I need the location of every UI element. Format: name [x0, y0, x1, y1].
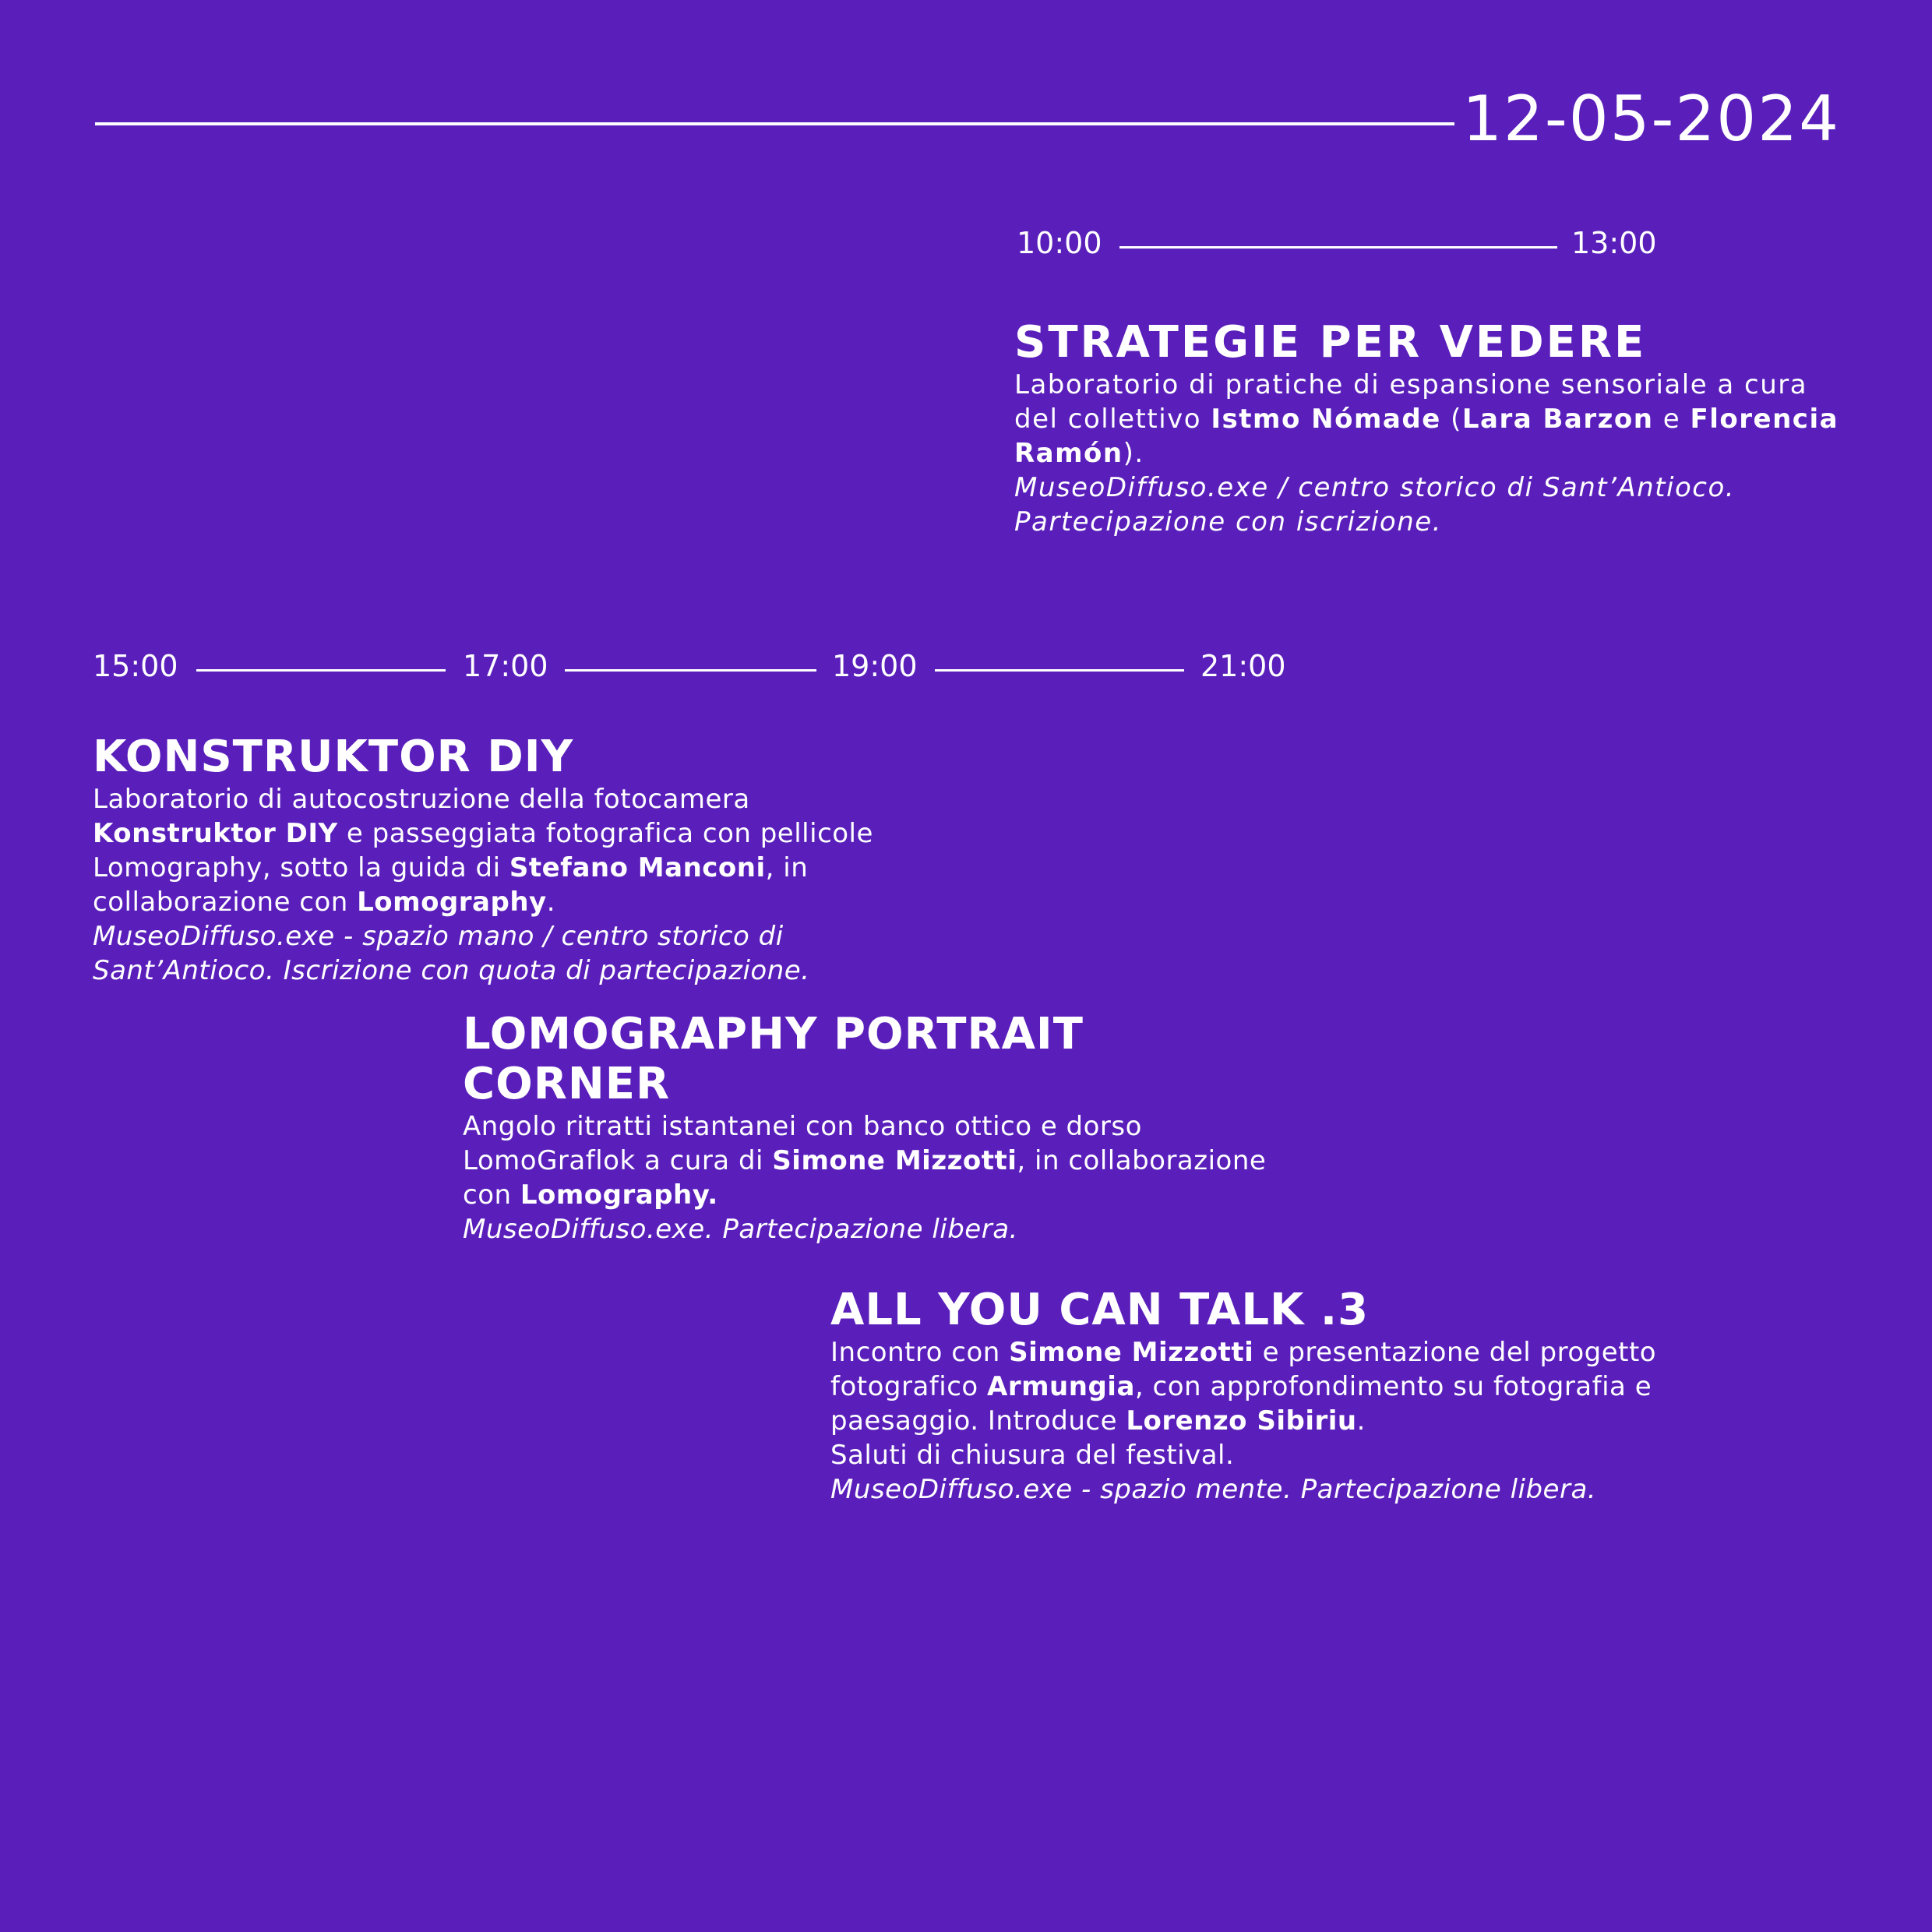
- description-text: e passeggiata fotografica con pellicole Lomography, sotto la guida di: [93, 818, 873, 883]
- highlighted-name: Armungia: [987, 1371, 1135, 1402]
- highlighted-name: Lomography.: [520, 1179, 718, 1211]
- event-location: MuseoDiffuso.exe - spazio mente. Partecipazione libera.: [830, 1474, 1597, 1505]
- event-description: [93, 782, 887, 919]
- event-description: [1014, 368, 1840, 471]
- highlighted-name: Lomography: [357, 887, 547, 918]
- time-start-morning: 10:00: [1017, 226, 1102, 260]
- event-title: STRATEGIE PER VEDERE: [1014, 317, 1647, 368]
- highlighted-name: Istmo Nómade: [1211, 404, 1441, 435]
- event-location: MuseoDiffuso.exe / centro storico di Sant’Antioco. Partecipazione con iscrizione.: [1014, 472, 1736, 538]
- event-location: MuseoDiffuso.exe. Partecipazione libera.: [463, 1214, 1018, 1245]
- highlighted-name: Stefano Manconi: [509, 852, 766, 883]
- time-1700: 17:00: [463, 649, 548, 683]
- highlighted-name: Lorenzo Sibiriu: [1126, 1405, 1357, 1437]
- event-all-you-can-talk: [830, 1285, 1680, 1507]
- time-1900: 19:00: [832, 649, 918, 683]
- timeline-segment-morning: [1119, 246, 1557, 249]
- description-text: Laboratorio di autocostruzione della fotocamera: [93, 784, 750, 815]
- description-text: .: [546, 887, 556, 918]
- event-lomography-portrait-corner: [463, 1010, 1289, 1246]
- description-text: .: [1356, 1405, 1366, 1437]
- description-text: e: [1653, 404, 1690, 435]
- description-text: Laboratorio di pratiche di espansione sensoriale a cura del collettivo: [1014, 369, 1808, 435]
- description-text: e presentazione del progetto fotografico: [830, 1337, 1657, 1402]
- event-location: MuseoDiffuso.exe - spazio mano / centro storico di Sant’Antioco. Iscrizione con quota di partecipazione.: [93, 921, 810, 986]
- event-description: [830, 1335, 1680, 1472]
- description-text: , in collaborazione con: [93, 852, 809, 918]
- highlighted-name: Konstruktor DIY: [93, 818, 338, 849]
- time-end-morning: 13:00: [1571, 226, 1657, 260]
- event-description: [463, 1109, 1289, 1212]
- event-title: KONSTRUKTOR DIY: [93, 732, 574, 782]
- highlighted-name: Lara Barzon: [1461, 404, 1654, 435]
- header-rule: [95, 122, 1454, 125]
- date-heading: 12-05-2024: [1462, 83, 1840, 155]
- description-text: Saluti di chiusura del festival.: [830, 1440, 1235, 1471]
- description-text: , in collaborazione con: [463, 1145, 1267, 1211]
- highlighted-name: Simone Mizzotti: [772, 1145, 1017, 1176]
- description-text: Angolo ritratti istantanei con banco ottico e dorso LomoGraflok a cura di: [463, 1111, 1142, 1176]
- event-strategie-per-vedere: [1014, 318, 1840, 539]
- description-text: Incontro con: [830, 1337, 1010, 1368]
- highlighted-name: Florencia Ramón: [1014, 404, 1839, 469]
- time-1500: 15:00: [93, 649, 178, 683]
- timeline-segment-1: [196, 669, 446, 672]
- highlighted-name: Simone Mizzotti: [1009, 1337, 1254, 1368]
- event-title: LOMOGRAPHY PORTRAIT CORNER: [463, 1009, 1084, 1109]
- time-2100: 21:00: [1200, 649, 1286, 683]
- description-text: ).: [1123, 438, 1144, 469]
- description-text: , con approfondimento su fotografia e paesaggio. Introduce: [830, 1371, 1652, 1437]
- timeline-segment-2: [565, 669, 816, 672]
- timeline-segment-3: [935, 669, 1184, 672]
- event-konstruktor-diy: [93, 732, 887, 988]
- description-text: (: [1440, 404, 1462, 435]
- event-title: ALL YOU CAN TALK .3: [830, 1285, 1370, 1335]
